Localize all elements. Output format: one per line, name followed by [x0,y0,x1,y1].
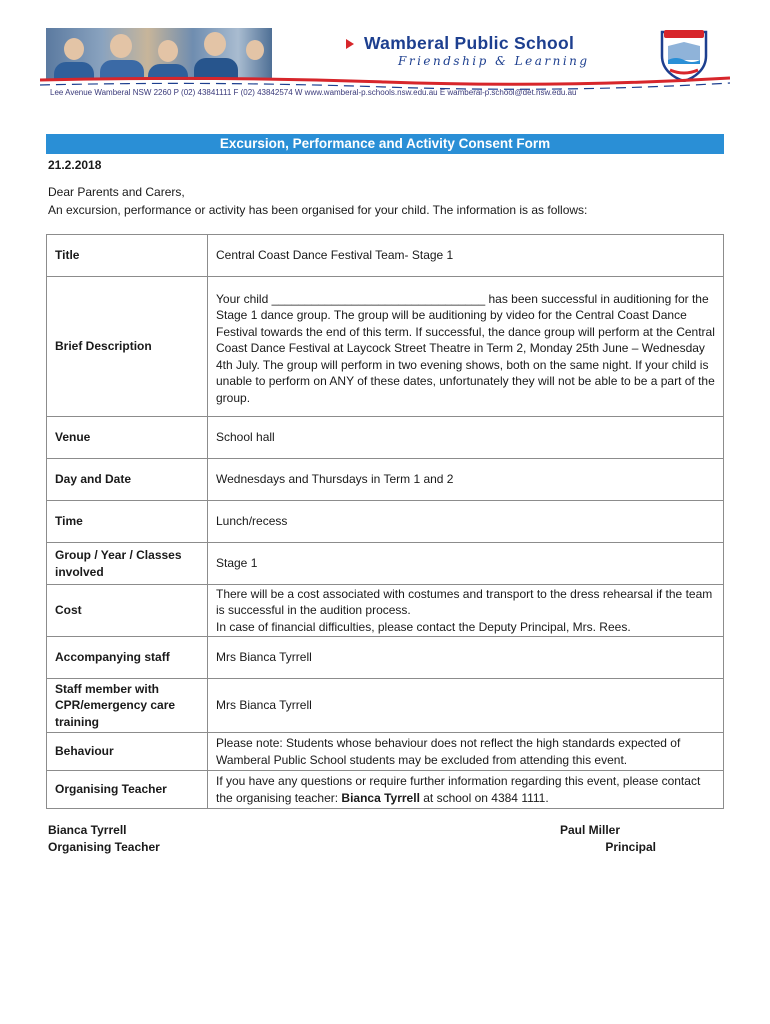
organising-teacher-role: Organising Teacher [48,840,160,854]
school-address-line: Lee Avenue Wamberal NSW 2260 P (02) 43841111 F (02) 43842574 W www.wamberal-p.schools.nsw.edu.au E wamberal-p.school@det.nsw.edu.au [50,88,577,97]
school-name: Wamberal Public School [364,33,575,53]
principal-role: Principal [605,840,656,854]
row-value: Your child ________________________________ has been successful in auditioning for the Stage 1 dance group. The group will be auditioning by video for the Central Coast Dance Festival towards the end of this term. If successful, the dance group will perform at the Central Coast Dance Festival at Laycock Street Theatre in Term 2, Monday 25th June – Wednesday 4th July. The group will perform in two evening shows, both on the same night. If your child is unable to perform on ANY of these dates, unfortunately they will not be able to be a part of the group. [208,277,724,417]
table-row [47,277,724,417]
row-label: Cost [47,585,208,637]
table-row [47,543,724,585]
greeting: Dear Parents and Carers, [48,185,185,199]
school-arrow-icon [346,39,354,49]
table-row [47,459,724,501]
table-row [47,585,724,637]
organising-teacher-name: Bianca Tyrrell [48,823,127,837]
activity-details-table [46,234,724,809]
table-row [47,417,724,459]
row-label: Title [47,235,208,277]
row-label: Venue [47,417,208,459]
row-label: Organising Teacher [47,771,208,809]
principal-name: Paul Miller [560,823,621,837]
table-row [47,637,724,679]
organiser-text-pre: If you have any questions or require further information regarding this event, please contact the organising teacher: [216,774,701,805]
signature-left [48,822,160,856]
row-value: Stage 1 [208,543,724,585]
cost-text: There will be a cost associated with costumes and transport to the dress rehearsal if the team is successful in the audition process. [216,586,713,618]
organiser-name: Bianca Tyrrell [341,790,420,805]
row-label: Group / Year / Classes involved [47,543,208,585]
table-row [47,733,724,771]
row-value: Please note: Students whose behaviour does not reflect the high standards expected of Wamberal Public School students may be excluded from attending this event. [208,733,724,771]
row-label: Behaviour [47,733,208,771]
row-value [208,585,724,637]
form-date: 21.2.2018 [48,158,102,172]
intro-text: An excursion, performance or activity has been organised for your child. The information is as follows: [48,203,588,217]
row-label: Staff member with CPR/emergency care training [47,679,208,733]
row-value: Mrs Bianca Tyrrell [208,679,724,733]
row-value: School hall [208,417,724,459]
table-row [47,235,724,277]
row-value: Mrs Bianca Tyrrell [208,637,724,679]
row-value: Central Coast Dance Festival Team- Stage 1 [208,235,724,277]
row-value: Wednesdays and Thursdays in Term 1 and 2 [208,459,724,501]
row-value [208,771,724,809]
row-label: Brief Description [47,277,208,417]
row-value: Lunch/recess [208,501,724,543]
row-label: Day and Date [47,459,208,501]
table-row [47,679,724,733]
table-row [47,501,724,543]
row-label: Time [47,501,208,543]
signature-right [560,822,656,856]
row-label: Accompanying staff [47,637,208,679]
table-row [47,771,724,809]
organiser-text-post: at school on 4384 1111. [419,790,549,805]
financial-help-text: In case of financial difficulties, please contact the Deputy Principal, Mrs. Rees. [216,619,631,634]
form-title: Excursion, Performance and Activity Consent Form [46,134,724,154]
school-motto: Friendship & Learning [398,54,590,68]
school-photo [46,28,272,80]
